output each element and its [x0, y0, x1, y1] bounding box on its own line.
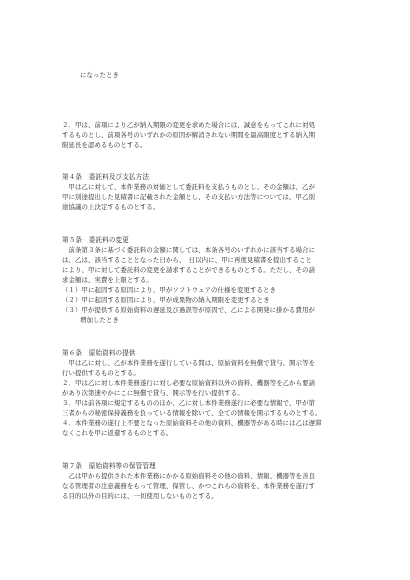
list-item: （１）甲に起因する原因により、甲がソフトウェアの仕様を変更するとき	[62, 286, 276, 294]
text-line: 乙は甲から提供された本件業務にかかる原始資料その他の資料、情報、機器等を善良	[62, 472, 316, 480]
text-line: 限延長を認めるものとする。	[62, 141, 147, 149]
text-line: 求金額は、実費を上限とする。	[62, 276, 153, 284]
text-line: ４．本件業務の遂行上不要となった原始資料その他の資料、機器等がある時には乙は遅滞	[62, 419, 322, 427]
text-line: 増加したとき	[80, 316, 119, 324]
text-line: 三者からの秘密保持義務を負っている情報を除いて、全ての情報を開示するものとする。	[62, 409, 322, 417]
text-line: 甲に別途提出した見積書に記載された金額とし、その支払い方法等については、甲乙別	[62, 193, 316, 201]
text-line: は、乙は、該当することとなった日から、 日以内に、甲に再度見積書を提出すること	[62, 256, 312, 264]
text-line: ３．甲は前各項に規定するもののほか、乙に対し本件業務遂行に必要な情報で、甲が第	[62, 399, 316, 407]
section-heading: 第６条 原始資料の提供	[62, 349, 136, 357]
text-line: る目的以外の目的には、一切使用しないものとする。	[62, 492, 218, 500]
text-line: により、甲に対して委託料の変更を請求することができるものとする。ただし、その請	[62, 266, 316, 274]
text-line: になったとき	[80, 71, 119, 79]
text-line: があり次第速やかにこに無償で貸与、開示等を行い提供する。	[62, 389, 244, 397]
text-line: 甲は乙に対して、本件業務の対価として委託料を支払うものとし、その金額は、乙が	[62, 183, 316, 191]
list-item: （２）甲に起因する原因により、甲が成果物の納入期限を変更するとき	[62, 296, 270, 304]
text-line: するものとし、前項各号のいずれかの原因が解消されない期間を最高限度とする納入期	[62, 131, 316, 139]
text-line: ２．甲は、前項により乙が納入期限の変更を求めた場合には、誠意をもってこれに対処	[62, 121, 316, 129]
text-line: 途協議の上決定するものとする。	[62, 203, 160, 211]
text-line: なる管理者の注意義務をもって管理、保管し、かつこれらの資料を、本件業務を遂行す	[62, 482, 316, 490]
section-heading: 第４条 委託料及び支払方法	[62, 173, 150, 181]
text-line: 行い提供するものとする。	[62, 369, 140, 377]
text-line: 甲は乙に対し、乙が本件業務を遂行している間は、原始資料を無償で貸与、開示等を	[62, 359, 316, 367]
section-heading: 第７条 原始資料等の保管管理	[62, 462, 156, 470]
text-line: なくこれを甲に返還するものとする。	[62, 429, 173, 437]
list-item: （３）甲が提供する原始資料の遅延及び過誤等が原因で、乙による開発に掛かる費用が	[62, 306, 316, 314]
section-heading: 第５条 委託料の変更	[62, 236, 129, 244]
text-line: ２．甲は乙に対し本件業務遂行に対し必要な原始資料以外の資料、機器等を乙から要請	[62, 379, 316, 387]
text-line: 前条第３条に基づく委託料の金額に関しては、本条各号のいずれかに該当する場合に	[62, 246, 316, 254]
